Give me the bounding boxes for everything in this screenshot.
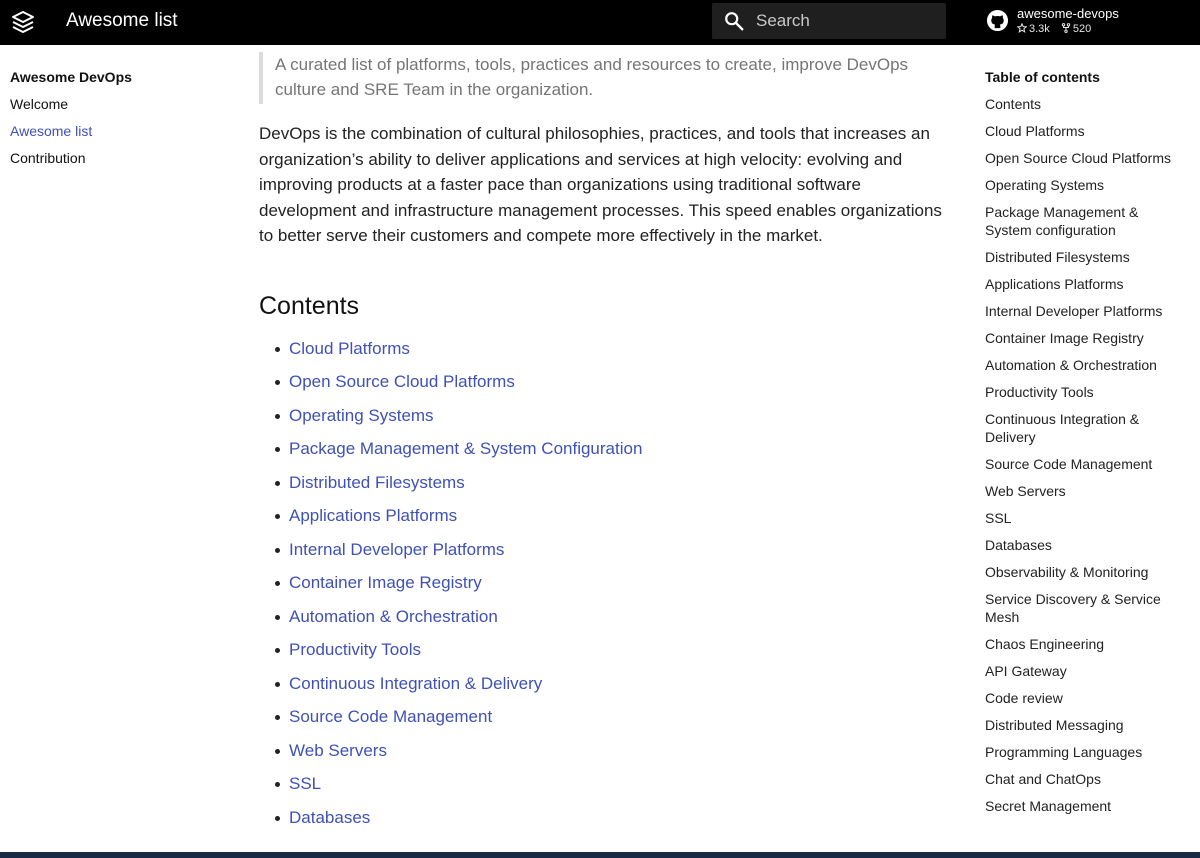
nav-item-awesome-list[interactable]: Awesome list [10, 123, 93, 139]
contents-link[interactable]: Distributed Filesystems [289, 472, 465, 492]
primary-nav [10, 68, 210, 176]
star-icon [1017, 23, 1027, 33]
list-item [259, 639, 949, 673]
list-item [259, 673, 949, 707]
toc-item [985, 203, 1185, 248]
list-item [259, 572, 949, 606]
toc-item [985, 743, 1185, 770]
contents-link[interactable]: Open Source Cloud Platforms [289, 372, 515, 392]
repo-link[interactable] [986, 4, 1186, 40]
toc-link[interactable]: Operating Systems [985, 177, 1105, 193]
toc-link[interactable]: Source Code Management [985, 456, 1153, 472]
toc-item [985, 95, 1185, 122]
intro-paragraph: DevOps is the combination of cultural philosophies, practices, and tools that increases an organization’s ability to deliver applications and services at high velocity: evolving and improving products at a faster pace than organizations using traditional software development and infrastructure management processes. This speed enables organizations to better serve their customers and compete more effectively in the market. [259, 124, 942, 246]
github-icon [986, 9, 1009, 32]
toc-item [985, 662, 1185, 689]
toc-item [985, 635, 1185, 662]
toc-list [985, 95, 1185, 824]
contents-link[interactable]: Productivity Tools [289, 640, 421, 660]
search-input[interactable] [756, 3, 941, 39]
toc-title: Table of contents [985, 69, 1100, 85]
top-header [0, 0, 1200, 45]
toc-item [985, 149, 1185, 176]
contents-link[interactable]: Cloud Platforms [289, 338, 410, 358]
toc-link[interactable]: Chat and ChatOps [985, 771, 1101, 787]
repo-name: awesome-devops [1017, 6, 1119, 21]
site-title[interactable]: Awesome list [66, 10, 178, 31]
nav-item-welcome[interactable]: Welcome [10, 96, 69, 112]
toc-link[interactable]: Continuous Integration & Delivery [985, 411, 1140, 445]
list-item [259, 405, 949, 439]
toc-item [985, 482, 1185, 509]
contents-link[interactable]: Automation & Orchestration [289, 606, 498, 626]
toc-item [985, 455, 1185, 482]
toc-item [985, 770, 1185, 797]
contents-heading: Contents [259, 291, 360, 320]
list-item [259, 773, 949, 807]
repo-stars [1017, 23, 1050, 35]
toc-item [985, 302, 1185, 329]
contents-link[interactable]: Internal Developer Platforms [289, 539, 505, 559]
toc-item [985, 410, 1185, 455]
toc-link[interactable]: Container Image Registry [985, 330, 1144, 346]
repo-stars-count: 3.3k [1029, 23, 1050, 35]
contents-link[interactable]: Source Code Management [289, 707, 493, 727]
toc-link[interactable]: Internal Developer Platforms [985, 303, 1163, 319]
bottom-bar [0, 852, 1200, 858]
toc-link[interactable]: Productivity Tools [985, 384, 1094, 400]
toc-link[interactable]: Observability & Monitoring [985, 564, 1149, 580]
toc-item [985, 275, 1185, 302]
toc-item [985, 563, 1185, 590]
toc-item [985, 329, 1185, 356]
toc-link[interactable]: Applications Platforms [985, 276, 1124, 292]
toc-item [985, 248, 1185, 275]
toc-item [985, 122, 1185, 149]
table-of-contents [985, 68, 1185, 828]
contents-link[interactable]: Databases [289, 807, 371, 827]
toc-item [985, 797, 1185, 824]
list-item [259, 438, 949, 472]
toc-link[interactable]: Automation & Orchestration [985, 357, 1157, 373]
list-item [259, 606, 949, 640]
repo-forks-count: 520 [1072, 23, 1092, 35]
list-item [259, 740, 949, 774]
toc-item [985, 176, 1185, 203]
list-item [259, 472, 949, 506]
toc-link[interactable]: Distributed Filesystems [985, 249, 1130, 265]
toc-link[interactable]: SSL [985, 510, 1012, 526]
repo-forks [1061, 23, 1091, 35]
toc-item [985, 383, 1185, 410]
nav-item-contribution[interactable]: Contribution [10, 150, 86, 166]
list-item [259, 807, 949, 841]
toc-link[interactable]: Secret Management [985, 798, 1112, 814]
toc-item [985, 509, 1185, 536]
toc-link[interactable]: Cloud Platforms [985, 123, 1085, 139]
contents-list [259, 338, 949, 841]
intro-quote: A curated list of platforms, tools, practices and resources to create, improve DevOps culture and SRE Team in the organization. [259, 52, 949, 104]
toc-link[interactable]: Contents [985, 96, 1042, 112]
repo-facts [1017, 23, 1099, 35]
contents-link[interactable]: Package Management & System Configuration [289, 439, 643, 459]
search-icon [723, 10, 745, 32]
contents-link[interactable]: Operating Systems [289, 405, 434, 425]
contents-link[interactable]: SSL [289, 774, 322, 794]
toc-link[interactable]: Chaos Engineering [985, 636, 1105, 652]
contents-link[interactable]: Web Servers [289, 740, 387, 760]
contents-link[interactable]: Container Image Registry [289, 573, 482, 593]
main-content [259, 52, 949, 840]
toc-link[interactable]: Programming Languages [985, 744, 1143, 760]
toc-link[interactable]: API Gateway [985, 663, 1067, 679]
toc-link[interactable]: Code review [985, 690, 1063, 706]
nav-title: Awesome DevOps [10, 69, 132, 85]
fork-icon [1061, 23, 1071, 33]
toc-item [985, 590, 1185, 635]
toc-item [985, 536, 1185, 563]
toc-item [985, 716, 1185, 743]
toc-link[interactable]: Databases [985, 537, 1052, 553]
contents-link[interactable]: Continuous Integration & Delivery [289, 673, 543, 693]
toc-link[interactable]: Distributed Messaging [985, 717, 1124, 733]
toc-item [985, 356, 1185, 383]
toc-item [985, 689, 1185, 716]
contents-link[interactable]: Applications Platforms [289, 506, 458, 526]
layers-logo-icon[interactable] [11, 10, 35, 34]
search-box[interactable] [712, 3, 946, 39]
list-item [259, 706, 949, 740]
list-item [259, 338, 949, 372]
toc-link[interactable]: Package Management & System configuration [985, 204, 1139, 238]
list-item [259, 539, 949, 573]
list-item [259, 371, 949, 405]
toc-link[interactable]: Web Servers [985, 483, 1066, 499]
toc-link[interactable]: Open Source Cloud Platforms [985, 150, 1171, 166]
list-item [259, 505, 949, 539]
toc-link[interactable]: Service Discovery & Service Mesh [985, 591, 1161, 625]
